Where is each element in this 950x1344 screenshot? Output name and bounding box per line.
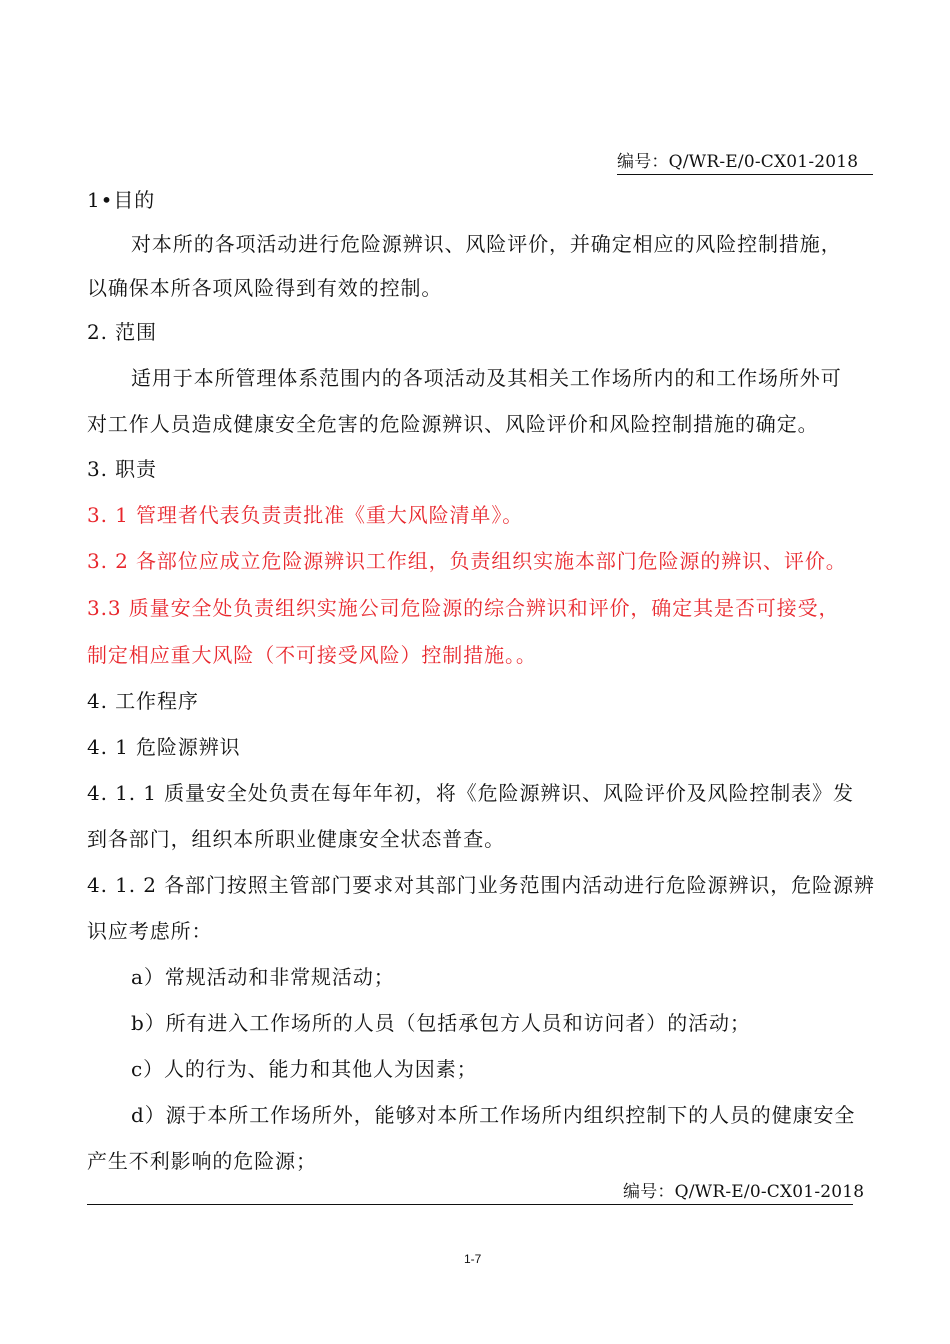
- doc-number-footer: 编号：Q/WR-E/0-CX01-2018: [623, 1182, 865, 1202]
- heading-scope: 2. 范围: [87, 320, 157, 344]
- heading-purpose: 1•目的: [87, 188, 156, 212]
- paragraph-line: 以确保本所各项风险得到有效的控制。: [87, 276, 443, 300]
- list-item: d）源于本所工作场所外，能够对本所工作场所内组织控制下的人员的健康安全: [131, 1103, 856, 1127]
- responsibility-3-2: 3. 2 各部位应成立危险源辨识工作组，负责组织实施本部门危险源的辨识、评价。: [87, 549, 847, 573]
- paragraph-line: 到各部门，组织本所职业健康安全状态普查。: [87, 827, 505, 851]
- list-item: b）所有进入工作场所的人员（包括承包方人员和访问者）的活动；: [131, 1011, 751, 1035]
- responsibility-3-3: 3.3 质量安全处负责组织实施公司危险源的综合辨识和评价，确定其是否可接受，: [87, 596, 840, 620]
- responsibility-3-3-cont: 制定相应重大风险（不可接受风险）控制措施。。: [87, 643, 537, 667]
- heading-procedure: 4. 工作程序: [87, 689, 199, 713]
- paragraph-line: 适用于本所管理体系范围内的各项活动及其相关工作场所内的和工作场所外可: [131, 366, 842, 390]
- heading-responsibility: 3. 职责: [87, 457, 157, 481]
- footer-divider: [87, 1204, 853, 1205]
- doc-number-header: 编号：Q/WR-E/0-CX01-2018: [617, 150, 873, 175]
- list-item-cont: 产生不利影响的危险源；: [87, 1149, 317, 1173]
- list-item: c）人的行为、能力和其他人为因素；: [131, 1057, 478, 1081]
- heading-hazard-identification: 4. 1 危险源辨识: [87, 735, 241, 759]
- page-number: 1-7: [464, 1252, 482, 1266]
- paragraph-line: 4. 1. 2 各部门按照主管部门要求对其部门业务范围内活动进行危险源辨识，危险源辨: [87, 873, 875, 897]
- list-item: a）常规活动和非常规活动；: [131, 965, 395, 989]
- paragraph-line: 对工作人员造成健康安全危害的危险源辨识、风险评价和风险控制措施的确定。: [87, 412, 819, 436]
- paragraph-line: 识应考虑所：: [87, 919, 213, 943]
- paragraph-line: 4. 1. 1 质量安全处负责在每年年初，将《危险源辨识、风险评价及风险控制表》发: [87, 781, 854, 805]
- paragraph-line: 对本所的各项活动进行危险源辨识、风险评价，并确定相应的风险控制措施，: [131, 232, 842, 256]
- responsibility-3-1: 3. 1 管理者代表负责责批准《重大风险清单》。: [87, 503, 524, 527]
